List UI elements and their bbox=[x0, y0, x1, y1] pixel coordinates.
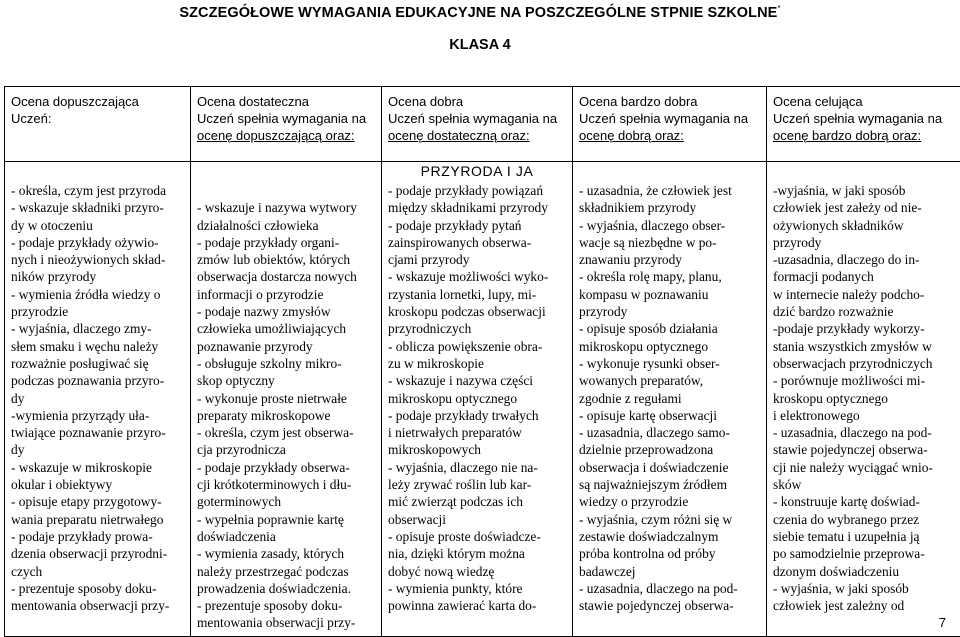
requirement-line: dy bbox=[11, 390, 188, 407]
requirement-line: człowiek jest załeży od nie- bbox=[773, 199, 958, 216]
requirement-line: dzielnie przeprowadzona bbox=[579, 441, 764, 458]
title-footnote-mark: * bbox=[777, 4, 780, 13]
page-number: 7 bbox=[939, 615, 946, 630]
column-text bbox=[5, 162, 190, 614]
requirement-line: - określa, czym jest obserwa- bbox=[197, 424, 379, 441]
requirement-line: - oblicza powiększenie obra- bbox=[388, 338, 570, 355]
requirement-line: - wykonuje rysunki obser- bbox=[579, 355, 764, 372]
requirement-line: są najważniejszym źródłem bbox=[579, 476, 764, 493]
requirement-line: okular i obiektywy bbox=[11, 476, 188, 493]
requirement-line: informacji o przyrodzie bbox=[197, 286, 379, 303]
requirement-line: cji krótkoterminowych i dłu- bbox=[197, 476, 379, 493]
requirement-line: czych bbox=[11, 563, 188, 580]
requirement-line: skop optyczny bbox=[197, 372, 379, 389]
requirement-line: - wyjaśnia, w jaki sposób bbox=[773, 580, 958, 597]
requirement-line: stawie pojedynczej obserwa- bbox=[773, 441, 958, 458]
requirement-line: dy bbox=[11, 441, 188, 458]
requirement-line: mentowania obserwacji przy- bbox=[197, 614, 379, 631]
header-grade-name: Ocena dobra bbox=[388, 93, 572, 110]
requirement-line: - opisuje etapy przygotowy- bbox=[11, 493, 188, 510]
header-grade-desc: Uczeń spełnia wymagania na bbox=[197, 110, 381, 127]
requirement-line: dzonym doświadczeniu bbox=[773, 563, 958, 580]
requirement-line: ników przyrody bbox=[11, 268, 188, 285]
column-text bbox=[382, 162, 572, 614]
requirement-line: obserwacji bbox=[388, 511, 570, 528]
requirement-line: człowieka umożliwiających bbox=[197, 320, 379, 337]
column-bardzo-dobra bbox=[573, 162, 767, 637]
table-body-row bbox=[5, 162, 960, 637]
requirement-line: - podaje przykłady trwałych bbox=[388, 407, 570, 424]
requirement-line: - opisuje proste doświadcze- bbox=[388, 528, 570, 545]
header-cell-dostateczna bbox=[191, 87, 382, 162]
requirement-line: preparaty mikroskopowe bbox=[197, 407, 379, 424]
header-cell-dobra bbox=[382, 87, 573, 162]
requirement-line: przyrodzie bbox=[11, 303, 188, 320]
requirement-line: mikroskopu optycznego bbox=[388, 390, 570, 407]
header-grade-desc-cont: ocenę dopuszczającą oraz: bbox=[197, 127, 381, 144]
requirement-line: - podaje przykłady obserwa- bbox=[197, 459, 379, 476]
requirement-line: cja przyrodnicza bbox=[197, 441, 379, 458]
requirement-line: - opisuje sposób działania bbox=[579, 320, 764, 337]
requirement-line: zainspirowanych obserwa- bbox=[388, 234, 570, 251]
requirement-line: twiające poznawanie przyro- bbox=[11, 424, 188, 441]
requirement-line: kompasu w poznawaniu bbox=[579, 286, 764, 303]
requirement-line: - wyjaśnia, dlaczego nie na- bbox=[388, 459, 570, 476]
column-text bbox=[767, 162, 960, 614]
header-grade-desc-cont: ocenę bardzo dobrą oraz: bbox=[773, 127, 960, 144]
requirement-line: wiedzy o przyrodzie bbox=[579, 493, 764, 510]
requirement-line: leży zrywać roślin lub kar- bbox=[388, 476, 570, 493]
requirement-line: obserwacjach przyrodniczych bbox=[773, 355, 958, 372]
requirement-line: powinna zawierać karta do- bbox=[388, 597, 570, 614]
column-dostateczna bbox=[191, 162, 382, 637]
requirement-line: - prezentuje sposoby doku- bbox=[197, 597, 379, 614]
requirement-line: ożywionych składników bbox=[773, 217, 958, 234]
requirement-line: - opisuje kartę obserwacji bbox=[579, 407, 764, 424]
requirement-line: - wskazuje składniki przyro- bbox=[11, 199, 188, 216]
requirement-line: i nietrwałych preparatów bbox=[388, 424, 570, 441]
requirement-line: rzystania lornetki, lupy, mi- bbox=[388, 286, 570, 303]
header-grade-desc-cont: ocenę dostateczną oraz: bbox=[388, 127, 572, 144]
requirement-line: - określa rolę mapy, planu, bbox=[579, 268, 764, 285]
requirement-line: - wyjaśnia, dlaczego zmy- bbox=[11, 320, 188, 337]
column-text bbox=[191, 162, 381, 632]
requirement-line: kroskopu podczas obserwacji bbox=[388, 303, 570, 320]
requirement-line: - prezentuje sposoby doku- bbox=[11, 580, 188, 597]
requirement-line: prowadzenia doświadczenia. bbox=[197, 580, 379, 597]
requirement-line: - wymienia źródła wiedzy o bbox=[11, 286, 188, 303]
header-grade-desc-cont: ocenę dobrą oraz: bbox=[579, 127, 766, 144]
requirement-line: kroskopu optycznego bbox=[773, 390, 958, 407]
requirement-line: wacje są niezbędne w po- bbox=[579, 234, 764, 251]
requirement-line: doświadczenia bbox=[197, 528, 379, 545]
requirement-line: zestawie doświadczalnym bbox=[579, 528, 764, 545]
requirement-line: przyrody bbox=[579, 303, 764, 320]
requirement-line: formacji podanych bbox=[773, 268, 958, 285]
requirement-line: - uzasadnia, że człowiek jest bbox=[579, 182, 764, 199]
table-header-row bbox=[5, 87, 960, 162]
requirement-line: mentowania obserwacji przy- bbox=[11, 597, 188, 614]
requirement-line: - wskazuje możliwości wyko- bbox=[388, 268, 570, 285]
requirement-line: nia, dzięki którym można bbox=[388, 545, 570, 562]
requirement-line: stawie pojedynczej obserwa- bbox=[579, 597, 764, 614]
requirement-line: - uzasadnia, dlaczego samo- bbox=[579, 424, 764, 441]
requirement-line: przyrody bbox=[773, 234, 958, 251]
requirement-line: - uzasadnia, dlaczego na pod- bbox=[773, 424, 958, 441]
document-title-text: SZCZEGÓŁOWE WYMAGANIA EDUKACYJNE NA POSZCZEGÓLNE STPNIE SZKOLNE bbox=[179, 5, 777, 21]
requirement-line: -uzasadnia, dlaczego do in- bbox=[773, 251, 958, 268]
requirement-line: - wskazuje i nazywa części bbox=[388, 372, 570, 389]
requirement-line: - konstruuje kartę doświad- bbox=[773, 493, 958, 510]
requirement-line: czenia do wybranego przez bbox=[773, 511, 958, 528]
requirement-line: - wyjaśnia, czym różni się w bbox=[579, 511, 764, 528]
requirement-line: mikroskopowych bbox=[388, 441, 570, 458]
requirement-line: zu w mikroskopie bbox=[388, 355, 570, 372]
header-grade-name: Ocena bardzo dobra bbox=[579, 93, 766, 110]
column-dobra bbox=[382, 162, 573, 637]
requirement-line: działalności człowieka bbox=[197, 217, 379, 234]
requirement-line: -wyjaśnia, w jaki sposób bbox=[773, 182, 958, 199]
header-cell-bardzo-dobra bbox=[573, 87, 767, 162]
requirement-line: stania wszystkich zmysłów w bbox=[773, 338, 958, 355]
column-dopuszczajaca bbox=[5, 162, 191, 637]
requirement-line: zgodnie z regułami bbox=[579, 390, 764, 407]
requirement-line: dzić bardzo rozważnie bbox=[773, 303, 958, 320]
header-cell-dopuszczajaca bbox=[5, 87, 191, 162]
requirement-line: - podaje przykłady prowa- bbox=[11, 528, 188, 545]
requirement-line: wowanych preparatów, bbox=[579, 372, 764, 389]
requirement-line: -podaje przykłady wykorzy- bbox=[773, 320, 958, 337]
requirement-line: przyrodniczych bbox=[388, 320, 570, 337]
header-grade-name: Ocena celująca bbox=[773, 93, 960, 110]
requirement-line: i elektronowego bbox=[773, 407, 958, 424]
requirement-line: - podaje przykłady organi- bbox=[197, 234, 379, 251]
requirement-line: w internecie należy podcho- bbox=[773, 286, 958, 303]
class-heading: KLASA 4 bbox=[0, 37, 960, 53]
requirement-line: - podaje przykłady ożywio- bbox=[11, 234, 188, 251]
requirements-table bbox=[4, 86, 960, 637]
requirement-line: - podaje przykłady pytań bbox=[388, 217, 570, 234]
requirement-line: rozważnie posługiwać się bbox=[11, 355, 188, 372]
section-title: PRZYRODA I JA bbox=[382, 163, 572, 179]
requirement-line: - wymienia zasady, których bbox=[197, 545, 379, 562]
requirement-line: - wypełnia poprawnie kartę bbox=[197, 511, 379, 528]
requirement-line: mić zwierząt podczas ich bbox=[388, 493, 570, 510]
requirement-line: - wymienia punkty, które bbox=[388, 580, 570, 597]
requirement-line: badawczej bbox=[579, 563, 764, 580]
requirement-line bbox=[197, 182, 379, 199]
requirement-line: między składnikami przyrody bbox=[388, 199, 570, 216]
requirement-line: - wskazuje w mikroskopie bbox=[11, 459, 188, 476]
header-grade-name: Ocena dopuszczająca bbox=[11, 93, 190, 110]
column-text bbox=[573, 162, 766, 614]
requirement-line: sków bbox=[773, 476, 958, 493]
header-grade-desc: Uczeń spełnia wymagania na bbox=[388, 110, 572, 127]
requirement-line: wania preparatu nietrwałego bbox=[11, 511, 188, 528]
requirement-line: - wykonuje proste nietrwałe bbox=[197, 390, 379, 407]
header-grade-desc: Uczeń: bbox=[11, 110, 190, 127]
requirement-line: zmów lub obiektów, których bbox=[197, 251, 379, 268]
requirement-line: obserwacja i doświadczenie bbox=[579, 459, 764, 476]
document-title bbox=[0, 4, 960, 21]
requirement-line: - wskazuje i nazywa wytwory bbox=[197, 199, 379, 216]
header-grade-desc: Uczeń spełnia wymagania na bbox=[773, 110, 960, 127]
requirement-line: należy przestrzegać podczas bbox=[197, 563, 379, 580]
requirement-line: po samodzielnie przeprowa- bbox=[773, 545, 958, 562]
requirement-line: cjami przyrody bbox=[388, 251, 570, 268]
requirement-line: nych i nieożywionych skład- bbox=[11, 251, 188, 268]
requirement-line: dobyć nową wiedzę bbox=[388, 563, 570, 580]
requirement-line: - porównuje możliwości mi- bbox=[773, 372, 958, 389]
requirement-line: dzenia obserwacji przyrodni- bbox=[11, 545, 188, 562]
requirement-line: - obsługuje szkolny mikro- bbox=[197, 355, 379, 372]
requirement-line: obserwacja dostarcza nowych bbox=[197, 268, 379, 285]
requirement-line: dy w otoczeniu bbox=[11, 217, 188, 234]
requirement-line: podczas poznawania przyro- bbox=[11, 372, 188, 389]
requirement-line: - wyjaśnia, dlaczego obser- bbox=[579, 217, 764, 234]
requirement-line: cji nie należy wyciągać wnio- bbox=[773, 459, 958, 476]
requirement-line: - uzasadnia, dlaczego na pod- bbox=[579, 580, 764, 597]
requirement-line: - podaje przykłady powiązań bbox=[388, 182, 570, 199]
header-grade-name: Ocena dostateczna bbox=[197, 93, 381, 110]
requirement-line: - podaje nazwy zmysłów bbox=[197, 303, 379, 320]
requirement-line: znawaniu przyrody bbox=[579, 251, 764, 268]
requirement-line: słem smaku i węchu należy bbox=[11, 338, 188, 355]
header-cell-celujaca bbox=[767, 87, 960, 162]
requirement-line: mikroskopu optycznego bbox=[579, 338, 764, 355]
requirement-line: człowiek jest zależny od bbox=[773, 597, 958, 614]
requirement-line: próba kontrolna od próby bbox=[579, 545, 764, 562]
requirement-line: - określa, czym jest przyroda bbox=[11, 182, 188, 199]
header-grade-desc: Uczeń spełnia wymagania na bbox=[579, 110, 766, 127]
requirement-line: poznawanie przyrody bbox=[197, 338, 379, 355]
requirement-line: -wymienia przyrządy uła- bbox=[11, 407, 188, 424]
requirement-line: siebie tematu i uzupełnia ją bbox=[773, 528, 958, 545]
requirement-line: składnikiem przyrody bbox=[579, 199, 764, 216]
requirement-line: goterminowych bbox=[197, 493, 379, 510]
column-celujaca bbox=[767, 162, 960, 637]
